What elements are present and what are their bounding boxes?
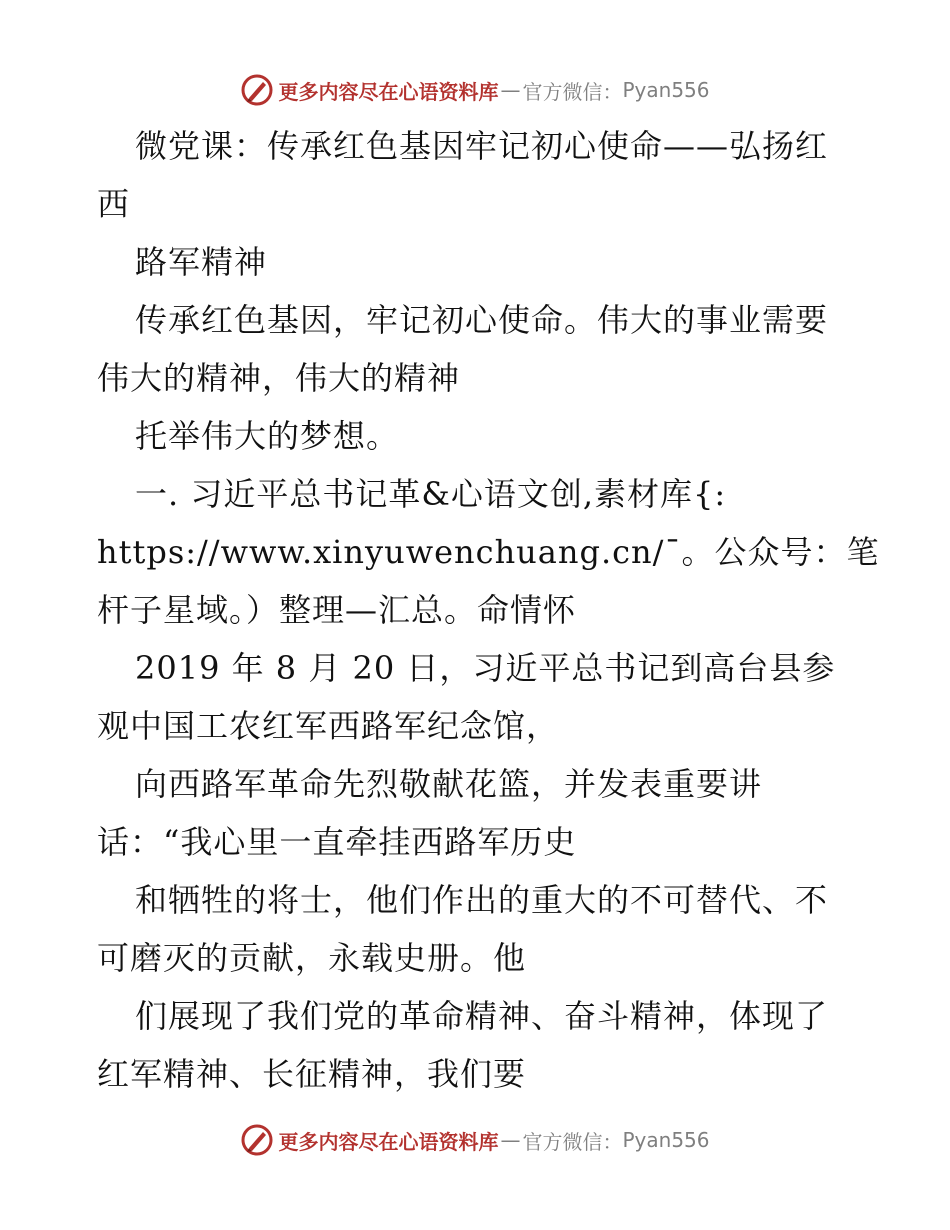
document-line: 伟大的精神，伟大的精神 (97, 359, 461, 397)
watermark-wechat-id: Pyan556 (622, 78, 710, 102)
document-line: 传承红色基因，牢记初心使命。伟大的事业需要 (135, 301, 829, 339)
footer-watermark (0, 1120, 950, 1160)
document-line: 一. 习近平总书记革&心语文创,素材库{: (135, 475, 727, 513)
pen-logo-icon (240, 1123, 274, 1157)
document-line: 微党课：传承红色基因牢记初心使命——弘扬红 (135, 127, 829, 165)
document-line: 观中国工农红军西路军纪念馆， (97, 707, 560, 745)
document-body (97, 117, 880, 1103)
document-line: 可磨灭的贡献，永载史册。他 (97, 939, 527, 977)
header-watermark (0, 70, 950, 110)
document-line: 路军精神 (135, 243, 268, 281)
watermark-brand-text: 更多内容尽在心语资料库 (278, 79, 499, 104)
document-line: 西 (97, 185, 131, 223)
document-line: 们展现了我们党的革命精神、奋斗精神，体现了 (135, 997, 829, 1035)
document-line: https://www.xinyuwenchuang.cn/¯。公众号：笔 (97, 533, 880, 571)
watermark-brand-text: 更多内容尽在心语资料库 (278, 1129, 499, 1154)
document-line: 话：“我心里一直牵挂西路军历史 (97, 823, 577, 861)
document-line: 和牺牲的将士，他们作出的重大的不可替代、不 (135, 881, 829, 919)
watermark-dash: — (500, 78, 521, 102)
document-line: 红军精神、长征精神，我们要 (97, 1055, 527, 1093)
document-line: 2019 年 8 月 20 日，习近平总书记到高台县参 (135, 649, 836, 687)
watermark-official-label: 官方微信： (522, 79, 623, 104)
document-line: 向西路军革命先烈敬献花篮，并发表重要讲 (135, 765, 763, 803)
watermark-dash: — (500, 1128, 521, 1152)
watermark-official-label: 官方微信： (522, 1129, 623, 1154)
document-line: 托举伟大的梦想。 (135, 417, 400, 455)
watermark-wechat-id: Pyan556 (622, 1128, 710, 1152)
pen-logo-icon (240, 73, 274, 107)
document-line: 杆子星域。）整理—汇总。命情怀 (97, 591, 577, 629)
